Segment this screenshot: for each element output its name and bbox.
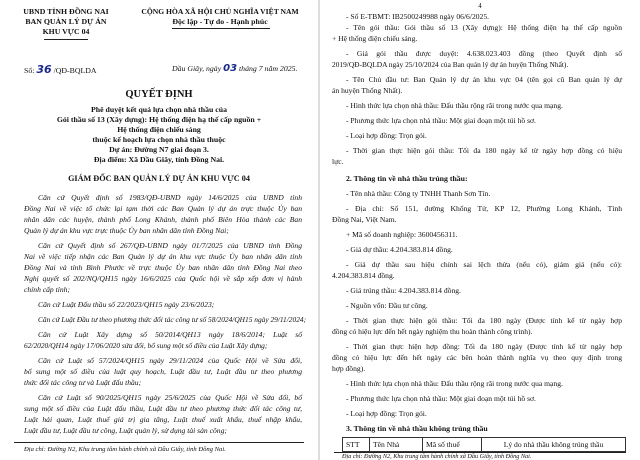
losing-bidders-table: [342, 437, 626, 452]
body-line: - Thời gian thực hiện hợp đồng: Tối đa 180 ngày (Được tính kể từ ngày hợp: [346, 342, 622, 351]
footer-rule: [14, 442, 304, 443]
body-line: hợp đồng).: [332, 364, 366, 373]
date-prefix: Dầu Giây, ngày: [172, 64, 222, 73]
decision-title: QUYẾT ĐỊNH: [125, 89, 193, 100]
nation-line2: Độc lập - Tự do - Hạnh phúc: [172, 17, 268, 26]
body-line: - Số E-TBMT: IB2500249988 ngày 06/6/2025.: [346, 12, 490, 21]
body-line: - Giá dự thầu sau hiệu chỉnh sai lệch thừa (nếu có), giảm giá (nếu có):: [346, 260, 622, 269]
th-tax-code: Mã số thuế: [423, 438, 482, 452]
agency-line1: UBND TỈNH ĐỒNG NAI: [23, 7, 109, 16]
body-line: - Phương thức lựa chọn nhà thầu: Một giai đoạn một túi hồ sơ.: [346, 394, 536, 403]
body-line: Căn cứ Luật số 90/2025/QH15 ngày 25/6/2025 của Quốc Hội về Sửa đổi, bổ: [38, 393, 302, 402]
body-line: + Mã số doanh nghiệp: 3600456311.: [346, 230, 458, 239]
nation-underline: [172, 28, 270, 29]
authority-heading: GIÁM ĐỐC BAN QUẢN LÝ DỰ ÁN KHU VỰC 04: [68, 174, 250, 183]
body-line: - Thời gian thực hiện gói thầu: Tối đa 180 ngày (Được tính kể từ ngày hợp: [346, 316, 622, 325]
footer-address: Địa chỉ: Đường N2, Khu trung tâm hành chính xã Dầu Giây, tỉnh Đồng Nai.: [24, 446, 226, 453]
agency-line2: BAN QUẢN LÝ DỰ ÁN: [25, 17, 107, 26]
body-line: - Hình thức lựa chọn nhà thầu: Đấu thầu rộng rãi trong nước qua mạng.: [346, 379, 563, 388]
body-line: - Địa chỉ: Số 151, đường Khổng Tử, KP 12, Phường Long Khánh, Tỉnh: [346, 204, 622, 213]
body-line: Căn cứ Luật số 57/2024/QH15 ngày 29/11/2024 của Quốc Hội về Sửa đổi,: [38, 356, 302, 365]
body-line: án huyện Thống Nhất).: [332, 86, 403, 95]
body-line: Đồng Nai và tỉnh Bình Phước về trực thuộc Ủy ban nhân dân tỉnh Đồng Nai theo: [24, 263, 302, 272]
subject-line: Địa điểm: Xã Dầu Giây, tỉnh Đồng Nai.: [93, 155, 225, 164]
subject-line: Gói thầu số 13 (Xây dựng): Hệ thống điện hạ thế cấp nguồn +: [56, 115, 262, 124]
body-line: - Loại hợp đồng: Trọn gói.: [346, 409, 427, 418]
doc-no-suffix: /QĐ-BQLDA: [53, 66, 97, 75]
body-line: Nai về việc tiếp nhận các Ban Quản lý dự án khu vực thuộc Ủy ban nhân dân tỉnh: [24, 252, 302, 261]
body-line: Căn cứ Quyết định số 267/QĐ-UBND ngày 01/7/2025 của UBND tỉnh Đồng: [38, 241, 302, 250]
body-line: nhân dân các huyện, thành phố Long Khánh, thành phố Biên Hòa thành các Ban: [24, 215, 302, 224]
body-line: - Tên gói thầu: Gói thầu số 13 (Xây dựng): Hệ thống điện hạ thế cấp nguồn: [346, 23, 622, 32]
body-line: - Giá dự thầu: 4.204.383.814 đồng.: [346, 245, 453, 254]
body-line: Đồng Nai về việc tổ chức lại tạm thời các Ban Quản lý dự án trực thuộc Ủy ban: [24, 204, 302, 213]
body-line: Luật đầu tư, Luật đầu tư công, Luật quản lý, sử dụng tài sản công;: [24, 426, 227, 435]
body-line: - Giá trúng thầu: 4.204.383.814 đồng.: [346, 286, 461, 295]
subject-line: thuộc kế hoạch lựa chọn nhà thầu thuộc: [92, 135, 226, 144]
body-line: Nghị quyết số 202/NQ/QH15 ngày 16/6/2025 của Quốc hội về sắp xếp đơn vị hành: [24, 274, 302, 283]
body-line: 4.204.383.814 đồng.: [332, 271, 395, 280]
table-header-row: [343, 438, 626, 452]
body-line: đồng có hiệu lực đến hết ngày nghiệm thu hoàn thành công trình).: [332, 327, 533, 336]
agency-underline: [44, 39, 88, 40]
body-line: - Tên Chủ đầu tư: Ban Quản lý dự án khu vực 04 (tên gọi cũ Ban quản lý dự: [346, 75, 622, 84]
nation-line1: CỘNG HÒA XÃ HỘI CHỦ NGHĨA VIỆT NAM: [141, 7, 299, 16]
body-line: Căn cứ Luật Đầu tư theo phương thức đối tác công tư số 58/2024/QH15 ngày 29/11/2024;: [38, 315, 307, 324]
document-number: [24, 63, 97, 76]
section-heading-winner: 2. Thông tin về nhà thầu trúng thầu:: [346, 174, 468, 183]
section-heading-losers: 3. Thông tin về nhà thầu không trúng thầu: [346, 424, 488, 433]
body-line: bổ sung một số điều của luật quy hoạch, Luật đầu tư, Luật đầu tư theo phương: [24, 367, 302, 376]
body-line: 62/2020/QH14 ngày 17/06/2020 sửa đổi, bổ sung một số điều của Luật Xây dựng;: [24, 341, 268, 350]
document-date: [172, 63, 297, 74]
right-page: [320, 0, 640, 460]
body-line: thức đối tác công tư và Luật đấu thầu;: [24, 378, 142, 387]
body-line: Quản lý dự án khu vực trực thuộc Ủy ban nhân dân tỉnh Đồng Nai;: [24, 226, 229, 235]
body-line: 2019/QĐ-BQLDA ngày 25/10/2024 của Ban quản lý dự án huyện Thống Nhất).: [332, 60, 569, 69]
body-line: - Hình thức lựa chọn nhà thầu: Đấu thầu rộng rãi trong nước qua mạng.: [346, 101, 563, 110]
body-line: Căn cứ Quyết định số 1983/QĐ-UBND ngày 14/6/2025 của UBND tỉnh: [38, 193, 302, 202]
subject-line: Dự án: Đường N7 giai đoạn 3.: [109, 145, 209, 154]
left-page: [0, 0, 318, 460]
doc-no-prefix: Số:: [24, 66, 35, 75]
body-line: + Hệ thống điện chiếu sáng.: [332, 34, 418, 43]
footer-address: Địa chỉ: Đường N2, Khu trung tâm hành chính xã Dầu Giây, tỉnh Đồng Nai.: [342, 453, 532, 460]
date-suffix: tháng 7 năm 2025.: [239, 64, 298, 73]
body-line: đồng có hiệu lực đến hết ngày các bên hoàn thành nghĩa vụ theo quy định trong: [332, 353, 622, 362]
body-line: - Nguồn vốn: Đầu tư công.: [346, 301, 428, 310]
body-line: Luật hải quan, Luật thuế giá trị gia tăng, Luật thuế xuất khẩu, thuế nhập khẩu,: [24, 415, 302, 424]
date-handwritten: 03: [223, 63, 238, 74]
th-reason: Lý do nhà thầu không trúng thầu: [482, 438, 626, 452]
th-name: Tên Nhà: [370, 438, 423, 452]
body-line: Căn cứ Luật Xây dựng số 50/2014/QH13 ngày 18/6/2014; Luật số: [38, 330, 302, 339]
subject-line: Hệ thống điện chiếu sáng: [117, 125, 201, 134]
body-line: - Tên nhà thầu: Công ty TNHH Thanh Sơn Tín.: [346, 189, 491, 198]
page-number: 4: [478, 2, 482, 10]
agency-line3: KHU VỰC 04: [42, 27, 90, 36]
body-line: - Phương thức lựa chọn nhà thầu: Một giai đoạn một túi hồ sơ.: [346, 116, 536, 125]
subject-line: Phê duyệt kết quả lựa chọn nhà thầu của: [91, 105, 227, 114]
body-line: - Loại hợp đồng: Trọn gói.: [346, 131, 427, 140]
body-line: Căn cứ Luật Đấu thầu số 22/2023/QH15 ngày 23/6/2023;: [38, 300, 215, 309]
th-stt: STT: [343, 438, 370, 452]
body-line: chính cấp tỉnh;: [24, 285, 70, 294]
body-line: - Giá gói thầu được duyệt: 4.638.023.403 đồng (theo Quyết định số: [346, 49, 622, 58]
body-line: Đồng Nai, Việt Nam.: [332, 215, 397, 224]
body-line: - Thời gian thực hiện gói thầu: Tối đa 180 ngày kể từ ngày hợp đồng có hiệu: [346, 146, 622, 155]
doc-no-handwritten: 36: [36, 63, 52, 76]
body-line: lực.: [332, 157, 344, 166]
body-line: sung một số điều của Luật đấu thầu, Luật đầu tư theo phương thức đối tác công tư,: [24, 404, 302, 413]
